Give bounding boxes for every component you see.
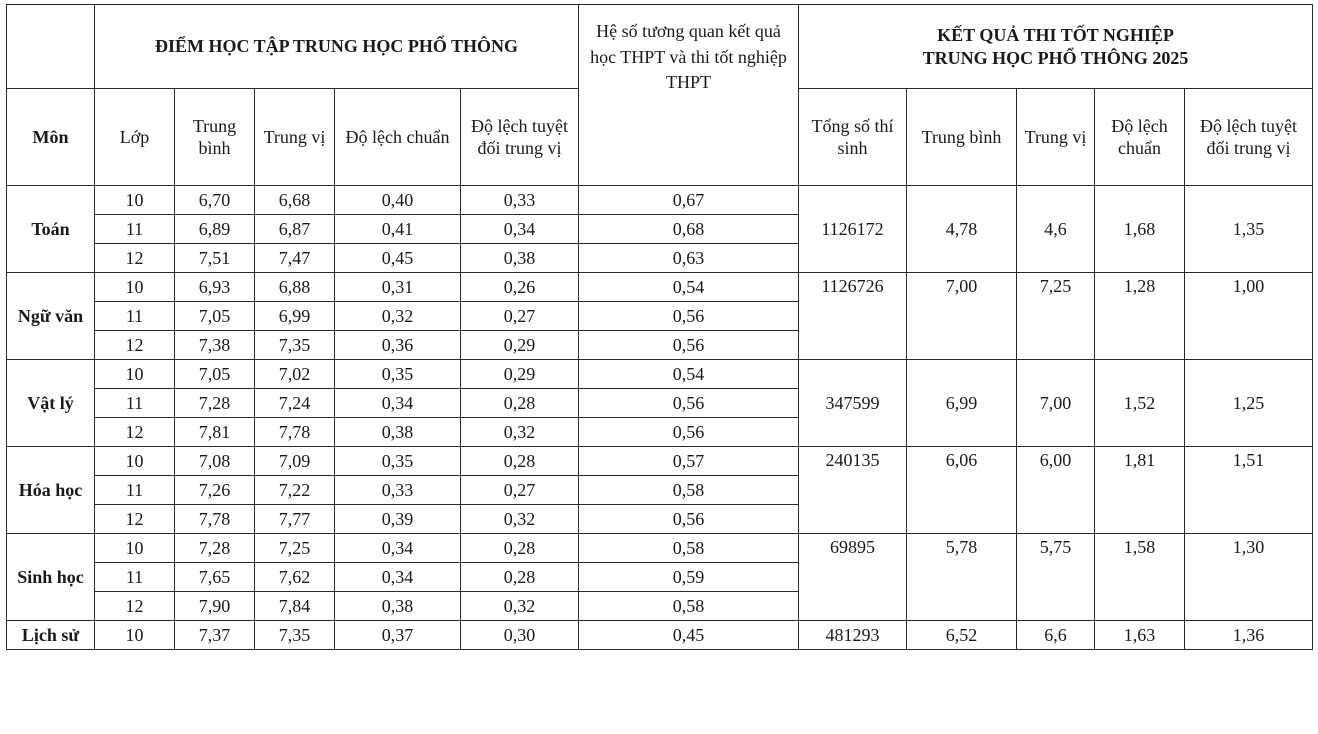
subject-cell: Hóa học — [7, 447, 95, 534]
subject-cell: Vật lý — [7, 360, 95, 447]
cell-trung-vi: 7,84 — [255, 592, 335, 621]
cell-do-lech-tuyet-doi: 0,32 — [461, 418, 579, 447]
cell-do-lech-tuyet-doi: 0,28 — [461, 447, 579, 476]
group-header-ket-qua-line2: TRUNG HỌC PHỔ THÔNG 2025 — [922, 47, 1189, 68]
cell-lop: 10 — [95, 447, 175, 476]
cell-tong-so: 1126726 — [799, 273, 907, 360]
cell-do-lech-chuan: 0,38 — [335, 592, 461, 621]
cell-kq-do-lech-chuan: 1,68 — [1095, 186, 1185, 273]
cell-he-so: 0,54 — [579, 273, 799, 302]
cell-tong-so: 347599 — [799, 360, 907, 447]
cell-trung-binh: 7,65 — [175, 563, 255, 592]
group-header-hoc-tap: ĐIỂM HỌC TẬP TRUNG HỌC PHỔ THÔNG — [95, 5, 579, 89]
table-row — [7, 621, 1313, 650]
cell-kq-trung-binh: 6,06 — [907, 447, 1017, 534]
group-header-ket-qua-line1: KẾT QUẢ THI TỐT NGHIỆP — [937, 25, 1174, 45]
cell-do-lech-chuan: 0,41 — [335, 215, 461, 244]
cell-trung-vi: 7,35 — [255, 331, 335, 360]
header-do-lech-tuyet-doi: Độ lệch tuyệt đối trung vị — [461, 89, 579, 186]
cell-do-lech-chuan: 0,34 — [335, 563, 461, 592]
cell-trung-binh: 7,51 — [175, 244, 255, 273]
group-header-ket-qua — [799, 5, 1313, 89]
cell-lop: 12 — [95, 244, 175, 273]
cell-trung-binh: 6,89 — [175, 215, 255, 244]
cell-kq-do-lech-tuyet-doi: 1,51 — [1185, 447, 1313, 534]
cell-trung-vi: 6,99 — [255, 302, 335, 331]
header-lop: Lớp — [95, 89, 175, 186]
cell-trung-vi: 7,47 — [255, 244, 335, 273]
cell-kq-do-lech-tuyet-doi: 1,25 — [1185, 360, 1313, 447]
cell-kq-trung-binh: 6,99 — [907, 360, 1017, 447]
cell-trung-vi: 7,02 — [255, 360, 335, 389]
cell-do-lech-tuyet-doi: 0,34 — [461, 215, 579, 244]
cell-trung-binh: 6,70 — [175, 186, 255, 215]
cell-lop: 10 — [95, 360, 175, 389]
cell-trung-vi: 7,25 — [255, 534, 335, 563]
cell-tong-so: 481293 — [799, 621, 907, 650]
cell-he-so: 0,58 — [579, 592, 799, 621]
cell-kq-trung-vi: 6,6 — [1017, 621, 1095, 650]
statistics-table — [6, 4, 1313, 650]
cell-tong-so: 240135 — [799, 447, 907, 534]
cell-lop: 12 — [95, 505, 175, 534]
cell-he-so: 0,68 — [579, 215, 799, 244]
cell-trung-binh: 7,26 — [175, 476, 255, 505]
cell-kq-do-lech-tuyet-doi: 1,30 — [1185, 534, 1313, 621]
cell-kq-do-lech-tuyet-doi: 1,36 — [1185, 621, 1313, 650]
header-kq-trung-binh: Trung bình — [907, 89, 1017, 186]
table-row — [7, 447, 1313, 476]
cell-do-lech-chuan: 0,34 — [335, 389, 461, 418]
cell-kq-do-lech-tuyet-doi: 1,00 — [1185, 273, 1313, 360]
cell-do-lech-tuyet-doi: 0,29 — [461, 331, 579, 360]
cell-kq-trung-binh: 7,00 — [907, 273, 1017, 360]
cell-trung-binh: 7,81 — [175, 418, 255, 447]
cell-he-so: 0,56 — [579, 418, 799, 447]
cell-kq-do-lech-chuan: 1,28 — [1095, 273, 1185, 360]
cell-kq-trung-vi: 7,25 — [1017, 273, 1095, 360]
cell-kq-trung-binh: 4,78 — [907, 186, 1017, 273]
cell-do-lech-tuyet-doi: 0,28 — [461, 389, 579, 418]
cell-lop: 12 — [95, 418, 175, 447]
header-tong-so-thi-sinh: Tổng số thí sinh — [799, 89, 907, 186]
cell-do-lech-chuan: 0,45 — [335, 244, 461, 273]
cell-do-lech-chuan: 0,34 — [335, 534, 461, 563]
cell-kq-do-lech-chuan: 1,81 — [1095, 447, 1185, 534]
cell-do-lech-chuan: 0,38 — [335, 418, 461, 447]
cell-he-so: 0,57 — [579, 447, 799, 476]
cell-he-so: 0,58 — [579, 476, 799, 505]
cell-trung-binh: 7,05 — [175, 360, 255, 389]
header-trung-binh: Trung bình — [175, 89, 255, 186]
cell-trung-vi: 7,09 — [255, 447, 335, 476]
cell-he-so: 0,56 — [579, 331, 799, 360]
subject-cell: Ngữ văn — [7, 273, 95, 360]
table-row — [7, 273, 1313, 302]
cell-lop: 11 — [95, 389, 175, 418]
subject-cell: Sinh học — [7, 534, 95, 621]
cell-trung-vi: 7,62 — [255, 563, 335, 592]
cell-he-so: 0,63 — [579, 244, 799, 273]
cell-do-lech-chuan: 0,33 — [335, 476, 461, 505]
cell-lop: 12 — [95, 592, 175, 621]
cell-trung-vi: 7,77 — [255, 505, 335, 534]
header-kq-trung-vi: Trung vị — [1017, 89, 1095, 186]
cell-do-lech-chuan: 0,32 — [335, 302, 461, 331]
cell-trung-binh: 7,05 — [175, 302, 255, 331]
cell-do-lech-tuyet-doi: 0,32 — [461, 505, 579, 534]
cell-lop: 10 — [95, 273, 175, 302]
cell-trung-vi: 7,24 — [255, 389, 335, 418]
cell-do-lech-tuyet-doi: 0,27 — [461, 302, 579, 331]
cell-kq-trung-vi: 4,6 — [1017, 186, 1095, 273]
cell-trung-binh: 7,78 — [175, 505, 255, 534]
cell-he-so: 0,56 — [579, 389, 799, 418]
cell-trung-binh: 7,37 — [175, 621, 255, 650]
cell-do-lech-tuyet-doi: 0,29 — [461, 360, 579, 389]
cell-lop: 11 — [95, 563, 175, 592]
cell-kq-trung-vi: 7,00 — [1017, 360, 1095, 447]
header-kq-do-lech-tuyet-doi: Độ lệch tuyệt đối trung vị — [1185, 89, 1313, 186]
cell-do-lech-tuyet-doi: 0,27 — [461, 476, 579, 505]
cell-kq-trung-binh: 5,78 — [907, 534, 1017, 621]
cell-lop: 12 — [95, 331, 175, 360]
corner-cell — [7, 5, 95, 89]
cell-tong-so: 69895 — [799, 534, 907, 621]
cell-trung-binh: 7,90 — [175, 592, 255, 621]
cell-lop: 10 — [95, 621, 175, 650]
cell-do-lech-chuan: 0,39 — [335, 505, 461, 534]
cell-do-lech-tuyet-doi: 0,32 — [461, 592, 579, 621]
cell-do-lech-chuan: 0,35 — [335, 360, 461, 389]
cell-he-so: 0,67 — [579, 186, 799, 215]
cell-lop: 11 — [95, 476, 175, 505]
header-mon: Môn — [7, 89, 95, 186]
cell-lop: 11 — [95, 215, 175, 244]
cell-he-so: 0,56 — [579, 302, 799, 331]
cell-do-lech-tuyet-doi: 0,38 — [461, 244, 579, 273]
cell-trung-vi: 7,22 — [255, 476, 335, 505]
cell-do-lech-tuyet-doi: 0,30 — [461, 621, 579, 650]
cell-kq-trung-vi: 6,00 — [1017, 447, 1095, 534]
cell-he-so: 0,45 — [579, 621, 799, 650]
cell-kq-do-lech-chuan: 1,52 — [1095, 360, 1185, 447]
header-do-lech-chuan: Độ lệch chuẩn — [335, 89, 461, 186]
cell-trung-binh: 6,93 — [175, 273, 255, 302]
cell-trung-binh: 7,28 — [175, 534, 255, 563]
cell-kq-do-lech-tuyet-doi: 1,35 — [1185, 186, 1313, 273]
cell-do-lech-tuyet-doi: 0,33 — [461, 186, 579, 215]
cell-he-so: 0,54 — [579, 360, 799, 389]
cell-trung-binh: 7,08 — [175, 447, 255, 476]
table-row — [7, 360, 1313, 389]
subject-cell: Lịch sử — [7, 621, 95, 650]
header-kq-do-lech-chuan: Độ lệch chuẩn — [1095, 89, 1185, 186]
table-row — [7, 186, 1313, 215]
cell-kq-trung-binh: 6,52 — [907, 621, 1017, 650]
subject-cell: Toán — [7, 186, 95, 273]
cell-he-so: 0,58 — [579, 534, 799, 563]
cell-do-lech-chuan: 0,36 — [335, 331, 461, 360]
cell-he-so: 0,59 — [579, 563, 799, 592]
cell-do-lech-tuyet-doi: 0,26 — [461, 273, 579, 302]
cell-lop: 10 — [95, 534, 175, 563]
header-he-so-tuong-quan: Hệ số tương quan kết quả học THPT và thi tốt nghiệp THPT — [579, 5, 799, 186]
table-row — [7, 534, 1313, 563]
cell-trung-vi: 6,87 — [255, 215, 335, 244]
cell-kq-do-lech-chuan: 1,58 — [1095, 534, 1185, 621]
cell-kq-trung-vi: 5,75 — [1017, 534, 1095, 621]
cell-do-lech-tuyet-doi: 0,28 — [461, 534, 579, 563]
cell-tong-so: 1126172 — [799, 186, 907, 273]
cell-trung-vi: 7,35 — [255, 621, 335, 650]
cell-do-lech-tuyet-doi: 0,28 — [461, 563, 579, 592]
cell-do-lech-chuan: 0,40 — [335, 186, 461, 215]
cell-do-lech-chuan: 0,35 — [335, 447, 461, 476]
cell-trung-binh: 7,38 — [175, 331, 255, 360]
cell-he-so: 0,56 — [579, 505, 799, 534]
cell-trung-vi: 6,88 — [255, 273, 335, 302]
cell-trung-vi: 7,78 — [255, 418, 335, 447]
header-trung-vi: Trung vị — [255, 89, 335, 186]
cell-do-lech-chuan: 0,37 — [335, 621, 461, 650]
cell-trung-vi: 6,68 — [255, 186, 335, 215]
cell-trung-binh: 7,28 — [175, 389, 255, 418]
cell-lop: 10 — [95, 186, 175, 215]
cell-lop: 11 — [95, 302, 175, 331]
cell-kq-do-lech-chuan: 1,63 — [1095, 621, 1185, 650]
cell-do-lech-chuan: 0,31 — [335, 273, 461, 302]
